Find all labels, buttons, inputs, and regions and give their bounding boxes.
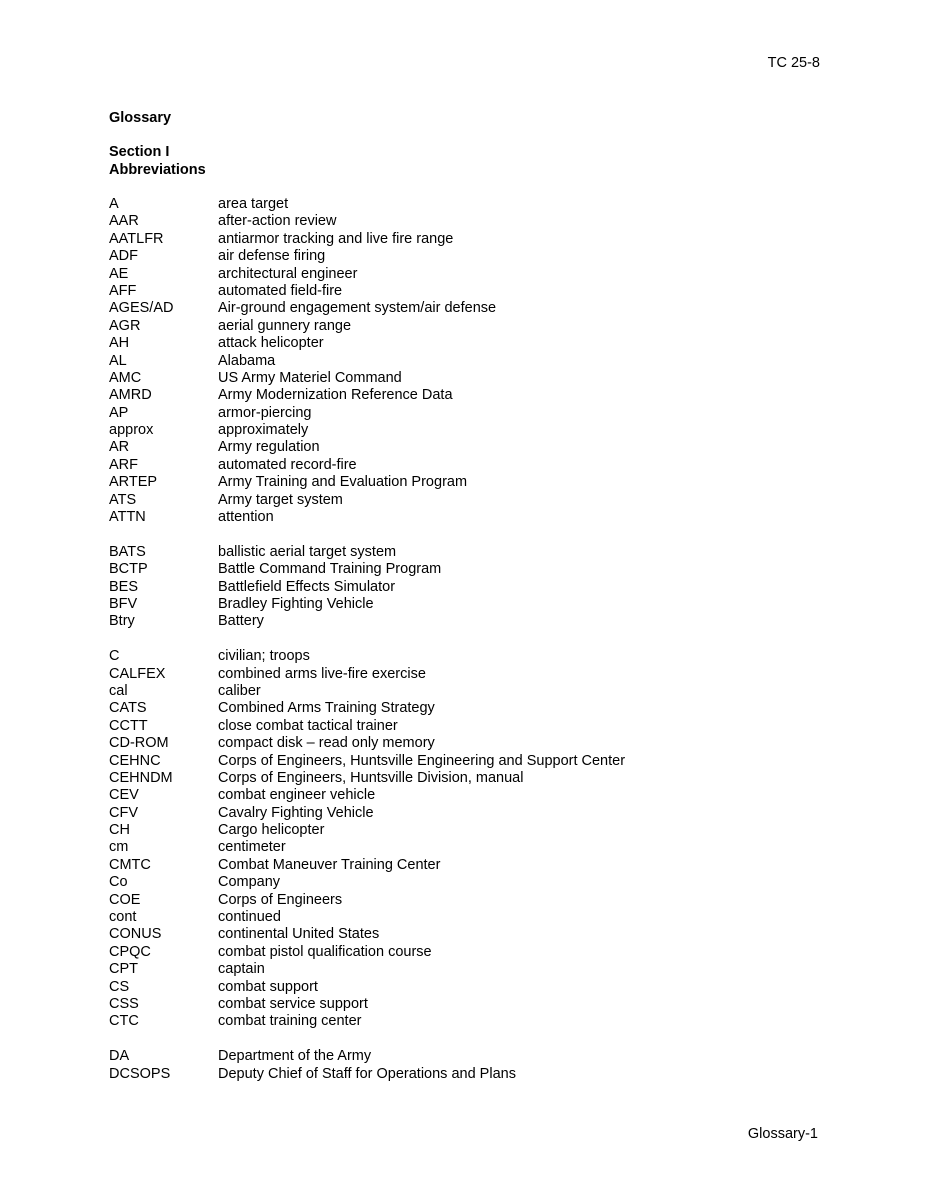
abbreviation-term: CSS [109,995,139,1012]
abbreviation-term: CPT [109,961,138,978]
abbreviation-entry [109,805,625,822]
abbreviation-entry [109,926,625,943]
abbreviation-entry [109,474,625,491]
abbreviation-entry [109,561,625,578]
abbreviation-term: CD-ROM [109,735,169,752]
abbreviation-definition: attack helicopter [218,335,324,352]
abbreviation-entry [109,613,625,630]
abbreviation-entry [109,283,625,300]
abbreviation-definition: Battery [218,613,264,630]
abbreviation-definition: combat service support [218,995,368,1012]
abbreviation-term: AATLFR [109,230,164,247]
abbreviation-entry [109,387,625,404]
page-number: Glossary-1 [747,1126,818,1142]
abbreviation-term: AGES/AD [109,300,174,317]
abbreviation-term: AAR [109,213,139,230]
abbreviation-term: ATS [109,491,137,508]
abbreviation-term: BATS [109,543,146,560]
abbreviation-entry [109,700,625,717]
abbreviation-entry [109,405,625,422]
abbreviation-term: BFV [109,595,138,612]
abbreviation-term: cont [109,909,137,926]
abbreviation-term: BCTP [109,561,148,578]
abbreviation-entry [109,1013,625,1030]
abbreviation-term: CMTC [109,856,151,873]
abbreviation-definition: combat training center [218,1013,362,1030]
abbreviation-definition: after-action review [218,213,337,230]
abbreviation-definition: Battle Command Training Program [218,561,442,578]
abbreviation-term: CEHNDM [109,769,173,786]
abbreviation-definition: caliber [218,682,261,699]
abbreviation-definition: Air-ground engagement system/air defense [218,300,497,317]
abbreviation-definition: US Army Materiel Command [218,369,402,386]
abbreviation-entry [109,492,625,509]
abbreviation-entry [109,335,625,352]
abbreviation-term: ATTN [109,509,146,526]
abbreviation-group-d [109,1048,625,1083]
abbreviation-definition: architectural engineer [218,265,358,282]
abbreviation-definition: Cavalry Fighting Vehicle [218,804,374,821]
abbreviation-definition: combat engineer vehicle [218,787,376,804]
abbreviation-entry [109,422,625,439]
abbreviation-definition: antiarmor tracking and live fire range [218,230,454,247]
abbreviation-entry [109,318,625,335]
abbreviation-entry [109,944,625,961]
abbreviation-definition: air defense firing [218,248,326,265]
abbreviation-term: AFF [109,282,137,299]
abbreviation-definition: continued [218,909,281,926]
abbreviation-term: A [109,196,119,212]
abbreviation-term: CEV [109,787,139,804]
abbreviation-entry [109,579,625,596]
abbreviation-definition: Battlefield Effects Simulator [218,578,396,595]
abbreviation-group-b [109,544,625,631]
abbreviation-entry [109,961,625,978]
abbreviation-definition: Deputy Chief of Staff for Operations and Plans [218,1065,516,1082]
abbreviation-definition: continental United States [218,926,380,943]
abbreviation-entry [109,1048,625,1065]
abbreviation-term: CALFEX [109,665,166,682]
abbreviation-definition: Cargo helicopter [218,822,325,839]
abbreviation-entry [109,1066,625,1083]
abbreviation-definition: combat pistol qualification course [218,943,432,960]
abbreviation-term: Btry [109,613,135,630]
abbreviation-term: Co [109,874,128,891]
abbreviation-definition: close combat tactical trainer [218,717,398,734]
abbreviation-definition: aerial gunnery range [218,317,352,334]
abbreviation-definition: Bradley Fighting Vehicle [218,595,374,612]
abbreviation-term: approx [109,422,154,439]
section-heading [109,144,206,179]
abbreviation-term: CFV [109,804,138,821]
abbreviation-term: CATS [109,700,147,717]
abbreviation-entry [109,266,625,283]
abbreviation-term: AP [109,404,129,421]
abbreviation-term: CS [109,978,130,995]
abbreviation-entry [109,370,625,387]
abbreviation-definition: approximately [218,422,309,439]
abbreviation-entry [109,996,625,1013]
abbreviation-definition: armor-piercing [218,404,312,421]
abbreviation-term: AL [109,352,127,369]
abbreviation-entry [109,979,625,996]
abbreviation-entry [109,196,625,213]
abbreviation-entry [109,439,625,456]
abbreviation-entry [109,648,625,665]
abbreviation-term: CTC [109,1013,139,1030]
section-number: Section I [109,144,170,160]
abbreviation-entry [109,300,625,317]
abbreviation-entry [109,822,625,839]
abbreviation-term: ARF [109,456,138,473]
abbreviation-definition: captain [218,961,265,978]
abbreviation-term: CCTT [109,717,148,734]
abbreviation-definition: automated field-fire [218,282,343,299]
abbreviation-entry [109,892,625,909]
abbreviation-term: ARTEP [109,474,158,491]
glossary-heading: Glossary [109,110,172,126]
abbreviation-entry [109,857,625,874]
abbreviation-definition: Alabama [218,352,276,369]
abbreviation-definition: ballistic aerial target system [218,543,397,560]
document-code: TC 25-8 [767,55,820,71]
abbreviation-definition: Combat Maneuver Training Center [218,856,441,873]
abbreviation-group-a [109,196,625,526]
abbreviation-term: ADF [109,248,138,265]
abbreviation-term: cm [109,839,129,856]
abbreviation-entry [109,839,625,856]
abbreviation-definition: Department of the Army [218,1048,372,1065]
abbreviation-term: AGR [109,317,141,334]
abbreviation-definition: combat support [218,978,318,995]
abbreviation-entry [109,544,625,561]
abbreviation-definition: Corps of Engineers, Huntsville Engineering and Support Center [218,752,626,769]
abbreviation-term: DA [109,1048,130,1065]
section-name: Abbreviations [109,161,206,178]
abbreviation-term: AR [109,439,130,456]
abbreviation-list [109,196,625,1100]
abbreviation-group-c [109,648,625,1031]
abbreviation-entry [109,770,625,787]
abbreviation-term: CONUS [109,926,162,943]
abbreviation-term: DCSOPS [109,1065,171,1082]
abbreviation-entry [109,353,625,370]
abbreviation-entry [109,509,625,526]
abbreviation-definition: Corps of Engineers [218,891,343,908]
abbreviation-term: CEHNC [109,752,161,769]
abbreviation-entry [109,683,625,700]
abbreviation-entry [109,213,625,230]
abbreviation-definition: attention [218,509,274,526]
abbreviation-definition: civilian; troops [218,648,310,665]
abbreviation-entry [109,231,625,248]
abbreviation-term: AMRD [109,387,152,404]
abbreviation-definition: Army regulation [218,439,320,456]
abbreviation-term: COE [109,891,141,908]
abbreviation-entry [109,909,625,926]
abbreviation-entry [109,248,625,265]
abbreviation-definition: Company [218,874,281,891]
abbreviation-entry [109,596,625,613]
abbreviation-definition: automated record-fire [218,456,357,473]
abbreviation-term: C [109,648,120,665]
abbreviation-entry [109,666,625,683]
abbreviation-term: CPQC [109,943,151,960]
abbreviation-definition: Combined Arms Training Strategy [218,700,435,717]
abbreviation-definition: centimeter [218,839,286,856]
abbreviation-definition: Corps of Engineers, Huntsville Division, manual [218,769,524,786]
abbreviation-entry [109,735,625,752]
abbreviation-term: AE [109,265,129,282]
abbreviation-entry [109,753,625,770]
abbreviation-definition: area target [218,196,289,212]
abbreviation-term: CH [109,822,130,839]
abbreviation-term: AH [109,335,130,352]
abbreviation-definition: Army Training and Evaluation Program [218,474,468,491]
abbreviation-definition: Army Modernization Reference Data [218,387,453,404]
abbreviation-entry [109,874,625,891]
abbreviation-term: BES [109,578,139,595]
abbreviation-entry [109,787,625,804]
abbreviation-entry [109,457,625,474]
abbreviation-term: cal [109,682,128,699]
abbreviation-definition: Army target system [218,491,343,508]
abbreviation-definition: compact disk – read only memory [218,735,435,752]
abbreviation-entry [109,718,625,735]
abbreviation-term: AMC [109,369,142,386]
abbreviation-definition: combined arms live-fire exercise [218,665,426,682]
